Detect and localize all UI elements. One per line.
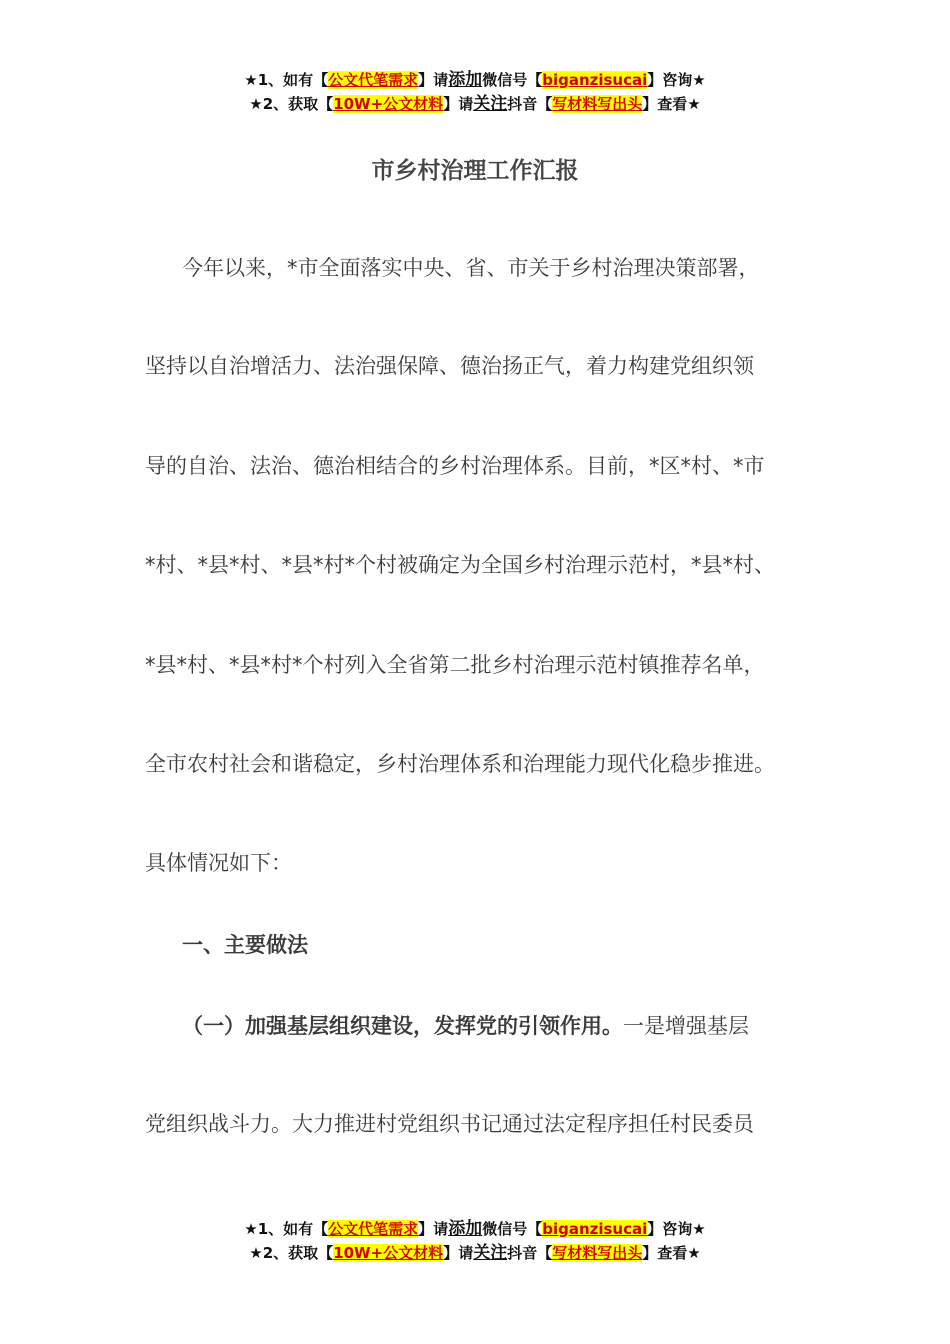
banner-text: 】查看★: [642, 95, 701, 113]
banner-text: ★1、如有【: [244, 1220, 329, 1238]
banner-text: 】请: [443, 1244, 474, 1262]
banner-text: 】请: [443, 95, 474, 113]
highlight-service: 公文代笔需求: [328, 1220, 419, 1238]
subsection-heading: （一）加强基层组织建设，发挥党的引领作用。: [182, 1014, 623, 1038]
highlight-wechat-id: biganzisucai: [542, 1220, 648, 1238]
header-banner: [0, 68, 950, 116]
banner-line-2: [0, 92, 950, 116]
banner-text: 微信号【: [482, 71, 543, 89]
document-title: 市乡村治理工作汇报: [371, 158, 579, 184]
banner-text: 抖音【: [507, 95, 553, 113]
banner-line-1: [0, 68, 950, 92]
banner-text: 微信号【: [482, 1220, 543, 1238]
highlight-service: 公文代笔需求: [328, 71, 419, 89]
paragraph-line: *县*村、*县*村*个村列入全省第二批乡村治理示范村镇推荐名单，: [145, 653, 765, 677]
subsection-line: [182, 1010, 749, 1040]
paragraph-line: 全市农村社会和谐稳定，乡村治理体系和治理能力现代化稳步推进。: [145, 752, 775, 776]
paragraph-line: 今年以来，*市全面落实中央、省、市关于乡村治理决策部署，: [182, 256, 760, 280]
banner-text: 抖音【: [507, 1244, 553, 1262]
emphasis-follow: 关注: [473, 1243, 508, 1263]
highlight-wechat-id: biganzisucai: [542, 71, 648, 89]
paragraph-line: 导的自治、法治、德治相结合的乡村治理体系。目前，*区*村、*市: [145, 454, 765, 478]
banner-text: 】请: [418, 71, 449, 89]
banner-text: ★2、获取【: [249, 95, 334, 113]
paragraph-line: 坚持以自治增活力、法治强保障、德治扬正气，着力构建党组织领: [145, 354, 754, 378]
banner-line-2: [0, 1241, 950, 1265]
banner-text: 】咨询★: [647, 71, 706, 89]
banner-text: ★1、如有【: [244, 71, 329, 89]
paragraph-line: 具体情况如下：: [145, 851, 292, 875]
emphasis-add: 添加: [448, 70, 483, 90]
emphasis-add: 添加: [448, 1219, 483, 1239]
banner-text: 】咨询★: [647, 1220, 706, 1238]
highlight-douyin: 写材料写出头: [552, 1244, 643, 1262]
highlight-materials: 10W+公文材料: [333, 95, 444, 113]
footer-banner: [0, 1217, 950, 1265]
banner-line-1: [0, 1217, 950, 1241]
paragraph-line: *村、*县*村、*县*村*个村被确定为全国乡村治理示范村，*县*村、: [145, 553, 775, 577]
subsection-text: 一是增强基层: [623, 1014, 749, 1038]
highlight-materials: 10W+公文材料: [333, 1244, 444, 1262]
section-heading: 一、主要做法: [182, 933, 308, 957]
banner-text: ★2、获取【: [249, 1244, 334, 1262]
banner-text: 】查看★: [642, 1244, 701, 1262]
emphasis-follow: 关注: [473, 94, 508, 114]
highlight-douyin: 写材料写出头: [552, 95, 643, 113]
paragraph-line: 党组织战斗力。大力推进村党组织书记通过法定程序担任村民委员: [145, 1112, 754, 1136]
banner-text: 】请: [418, 1220, 449, 1238]
